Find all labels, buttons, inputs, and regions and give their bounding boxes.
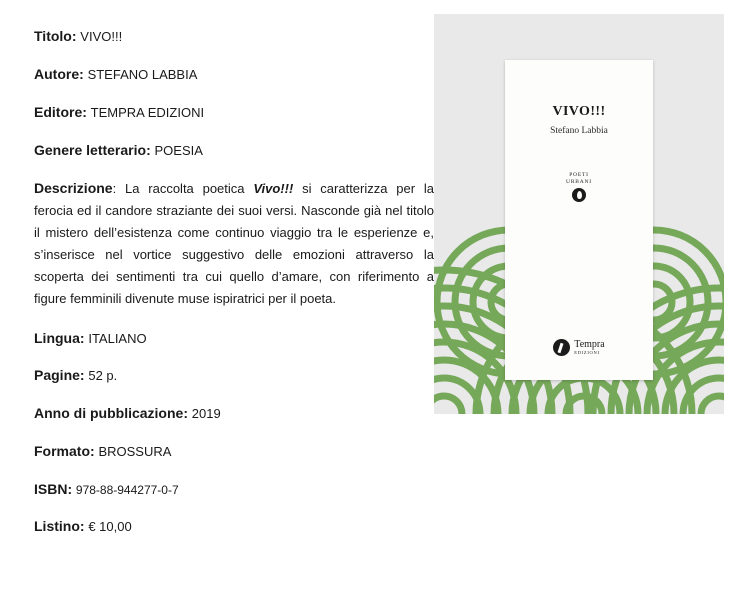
series-line-1: POETI	[569, 172, 589, 178]
field-value: € 10,00	[88, 519, 132, 535]
series-emblem-icon	[572, 188, 586, 202]
field-colon: :	[82, 103, 87, 120]
field-value: 978-88-944277-0-7	[75, 482, 179, 497]
tempra-logo-icon	[553, 339, 570, 356]
field-value: STEFANO LABBIA	[87, 66, 198, 82]
field-colon: :	[71, 28, 77, 44]
book-cover-image[interactable]	[505, 60, 653, 380]
field-value: 52 p.	[88, 368, 118, 384]
field-label: Editore	[34, 103, 83, 120]
field-descrizione	[34, 177, 434, 309]
field-value: BROSSURA	[98, 444, 172, 460]
publisher-name: Tempra	[574, 338, 605, 350]
field-label: Descrizione	[34, 180, 113, 197]
book-details	[34, 26, 434, 554]
description-part2: si caratterizza per la ferocia ed il candore straziante dei suoi versi. Nasconde già nel titolo il mistero dell’esistenza come continuo viaggio tra le esperienze e, s’inserisce nel vortice suggestivo delle emozioni attraverso la scoperta dei sentimenti tra cui quello d’amare, con riferimento a figure femminili divenute muse ispiratrici per il poeta.	[34, 181, 434, 306]
field-colon: :	[79, 329, 85, 346]
field-anno-di-pubblicazione	[34, 403, 434, 424]
field-editore	[34, 102, 434, 123]
field-colon: :	[67, 480, 73, 497]
field-label: Formato	[34, 443, 90, 460]
cover-author: Stefano Labbia	[550, 126, 608, 136]
field-autore	[34, 64, 434, 85]
publisher-wordmark	[574, 340, 604, 356]
field-label: Pagine	[34, 367, 80, 384]
field-colon: :	[79, 367, 85, 384]
field-colon: :	[79, 65, 84, 82]
field-pagine	[34, 365, 434, 386]
field-formato	[34, 441, 434, 462]
field-colon: :	[183, 405, 188, 422]
field-label: Lingua	[34, 329, 80, 346]
field-genere-letterario	[34, 140, 434, 161]
field-value: 2019	[191, 406, 221, 422]
field-lingua	[34, 328, 434, 349]
field-label: Autore	[34, 65, 80, 82]
field-label: Listino	[34, 518, 80, 535]
field-value: ITALIANO	[88, 330, 147, 346]
field-colon: :	[79, 518, 85, 535]
field-value: VIVO!!!	[80, 29, 123, 44]
description-emphasis: Vivo!!!	[253, 181, 294, 197]
field-titolo	[34, 26, 434, 47]
field-isbn	[34, 479, 434, 500]
field-label: ISBN	[34, 480, 68, 497]
series-line-2: URBANI	[566, 179, 592, 186]
publisher-subtitle: EDIZIONI	[574, 349, 600, 355]
cover-title: VIVO!!!	[552, 104, 606, 119]
field-colon: :	[146, 141, 151, 158]
publisher-logo-block	[505, 339, 653, 356]
book-cover-panel	[434, 14, 724, 414]
description-part1: : La raccolta poetica	[112, 181, 254, 197]
field-label: Genere letterario	[34, 141, 147, 158]
field-value: POESIA	[154, 142, 203, 158]
field-label: Anno di pubblicazione	[34, 405, 184, 422]
cover-series-label	[505, 172, 653, 187]
field-colon: :	[90, 443, 95, 460]
field-value: TEMPRA EDIZIONI	[90, 104, 205, 120]
field-listino	[34, 516, 434, 537]
field-label: Titolo	[34, 28, 72, 44]
